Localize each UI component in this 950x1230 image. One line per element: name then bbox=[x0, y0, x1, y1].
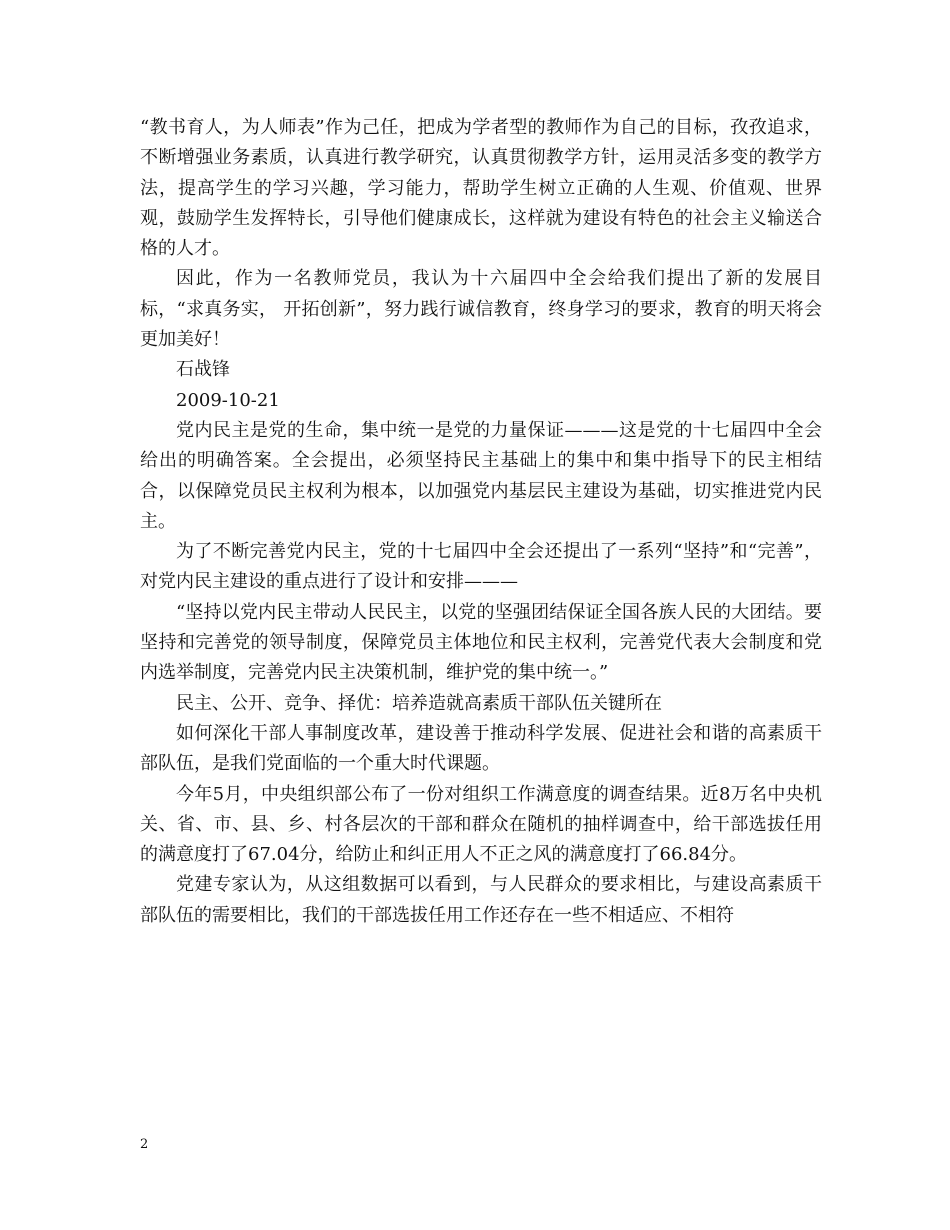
paragraph: 为了不断完善党内民主，党的十七届四中全会还提出了一系列“坚持”和“完善”，对党内民主建设的重点进行了设计和安排——— bbox=[140, 541, 822, 593]
paragraph: 今年5月，中央组织部公布了一份对组织工作满意度的调查结果。近8万名中央机关、省、市、县、乡、村各层次的干部和群众在随机的抽样调查中，给干部选拔任用的满意度打了67.04分，给防止和纠正用人不正之风的满意度打了66.84分。 bbox=[140, 783, 822, 866]
paragraph: “教书育人，为人师表”作为己任，把成为学者型的教师作为自己的目标，孜孜追求，不断增强业务素质，认真进行教学研究，认真贯彻教学方针，运用灵活多变的教学方法，提高学生的学习兴趣，学习能力，帮助学生树立正确的人生观、价值观、世界观，鼓励学生发挥特长，引导他们健康成长，这样就为建设有特色的社会主义输送合格的人才。 bbox=[140, 117, 822, 260]
author-signature: 石战锋 bbox=[176, 359, 230, 381]
quoted-paragraph: “坚持以党内民主带动人民民主，以党的坚强团结保证全国各族人民的大团结。要坚持和完善党的领导制度，保障党员主体地位和民主权利，完善党代表大会制度和党内选举制度，完善党内民主决策机制，维护党的集中统一。” bbox=[140, 601, 822, 684]
section-heading: 民主、公开、竞争、择优：培养造就高素质干部队伍关键所在 bbox=[176, 692, 662, 714]
paragraph: 党建专家认为，从这组数据可以看到，与人民群众的要求相比，与建设高素质干部队伍的需要相比，我们的干部选拔任用工作还存在一些不相适应、不相符 bbox=[140, 874, 822, 926]
page-number: 2 bbox=[140, 1137, 149, 1152]
paragraph: 如何深化干部人事制度改革，建设善于推动科学发展、促进社会和谐的高素质干部队伍，是我们党面临的一个重大时代课题。 bbox=[140, 722, 822, 775]
paragraph: 党内民主是党的生命，集中统一是党的力量保证———这是党的十七届四中全会给出的明确答案。全会提出，必须坚持民主基础上的集中和集中指导下的民主相结合，以保障党员民主权利为根本，以加强党内基层民主建设为基础，切实推进党内民主。 bbox=[140, 419, 822, 532]
document-body bbox=[140, 113, 822, 931]
paragraph: 因此，作为一名教师党员，我认为十六届四中全会给我们提出了新的发展目标，“求真务实， 开拓创新”，努力践行诚信教育，终身学习的要求，教育的明天将会更加美好！ bbox=[140, 268, 822, 351]
signature-date: 2009-10-21 bbox=[176, 389, 280, 411]
